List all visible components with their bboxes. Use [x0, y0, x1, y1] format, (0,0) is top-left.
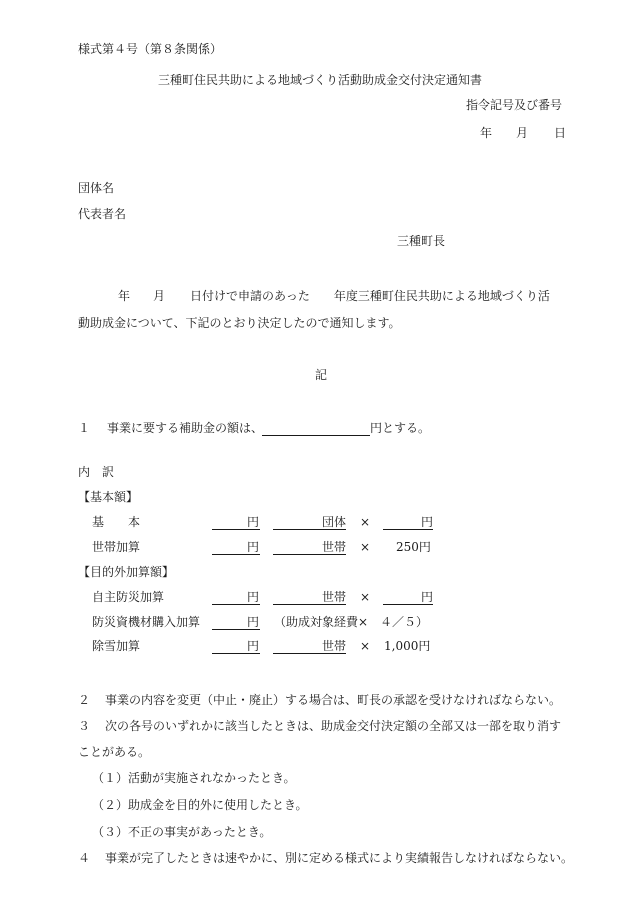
item-4-text: 事業が完了したときは速やかに、別に定める様式により実績報告しなければならない。	[105, 851, 574, 865]
row-formula-note: （助成対象経費× ４／５）	[274, 615, 429, 629]
row-label: 除雪加算	[92, 639, 141, 653]
item-1-number: １	[78, 421, 91, 435]
breakdown-row-equipment	[0, 614, 630, 630]
item-1-suffix: 円とする。	[370, 421, 431, 435]
body-text-line1: 日付けで申請のあった 年度三種町住民共助による地域づくり活	[190, 289, 550, 303]
row-unit-count: 世帯	[322, 639, 347, 653]
breakdown-row-disaster-prevention	[0, 589, 630, 605]
issuer-name: 三種町長	[397, 234, 446, 248]
row-label: 基 本	[92, 515, 141, 529]
row-unit-yen: 円	[247, 639, 260, 653]
representative-name-label: 代表者名	[78, 207, 127, 221]
body-text-line2: 動助成金について、下記のとおり決定したので通知します。	[78, 316, 401, 330]
form-number: 様式第４号（第８条関係）	[78, 42, 223, 56]
row-multiply-sign: ×	[360, 590, 371, 604]
item-3-number: ３	[78, 719, 91, 733]
row-unit-yen: 円	[247, 590, 260, 604]
date-month-label: 月	[516, 126, 529, 140]
item-4-number: ４	[78, 851, 91, 865]
item-3	[78, 718, 598, 734]
amount-blank-line	[262, 435, 370, 436]
row-label: 世帯加算	[92, 540, 141, 554]
item-1-prefix: 事業に要する補助金の額は、	[107, 421, 264, 435]
date-year-label: 年	[480, 126, 493, 140]
item-3-sub-3: （３）不正の事実があったとき。	[92, 825, 272, 839]
item-3-sub-2: （２）助成金を目的外に使用したとき。	[92, 798, 308, 812]
breakdown-heading: 内 訳	[78, 465, 115, 479]
item-4	[78, 850, 598, 866]
basic-amount-heading: 【基本額】	[78, 490, 139, 504]
row-unit-yen-rate: 円	[421, 590, 434, 604]
item-2-text: 事業の内容を変更（中止・廃止）する場合は、町長の承認を受けなければならない。	[105, 693, 562, 707]
page-title: 三種町住民共助による地域づくり活動助成金交付決定通知書	[158, 73, 483, 87]
breakdown-row-snow-removal	[0, 638, 630, 654]
row-label: 自主防災加算	[92, 590, 165, 604]
row-multiply-sign: ×	[360, 540, 371, 554]
reference-number-label: 指令記号及び番号	[466, 98, 563, 112]
body-month-label: 月	[153, 289, 166, 303]
extra-amount-heading: 【目的外加算額】	[78, 565, 175, 579]
row-unit-count: 世帯	[322, 540, 347, 554]
item-3-text-line2: ことがある。	[78, 745, 151, 759]
item-1	[78, 420, 578, 436]
date-day-label: 日	[554, 126, 567, 140]
ki-heading: 記	[315, 368, 328, 382]
row-rate-value: 250円	[396, 540, 431, 554]
item-2	[78, 692, 598, 708]
row-unit-yen: 円	[247, 615, 260, 629]
item-3-text-line1: 次の各号のいずれかに該当したときは、助成金交付決定額の全部又は一部を取り消す	[105, 719, 562, 733]
row-unit-yen: 円	[247, 515, 260, 529]
row-unit-yen: 円	[247, 540, 260, 554]
breakdown-row-household	[0, 539, 630, 555]
row-multiply-sign: ×	[360, 639, 371, 653]
row-rate-value: 1,000円	[384, 639, 431, 653]
breakdown-row-basic	[0, 514, 630, 530]
item-3-sub-1: （１）活動が実施されなかったとき。	[92, 771, 296, 785]
row-label: 防災資機材購入加算	[92, 615, 201, 629]
organization-name-label: 団体名	[78, 181, 115, 195]
body-year-label: 年	[118, 289, 131, 303]
row-unit-count: 団体	[322, 515, 347, 529]
row-unit-yen-rate: 円	[421, 515, 434, 529]
row-unit-count: 世帯	[322, 590, 347, 604]
row-multiply-sign: ×	[360, 515, 371, 529]
item-2-number: ２	[78, 693, 91, 707]
